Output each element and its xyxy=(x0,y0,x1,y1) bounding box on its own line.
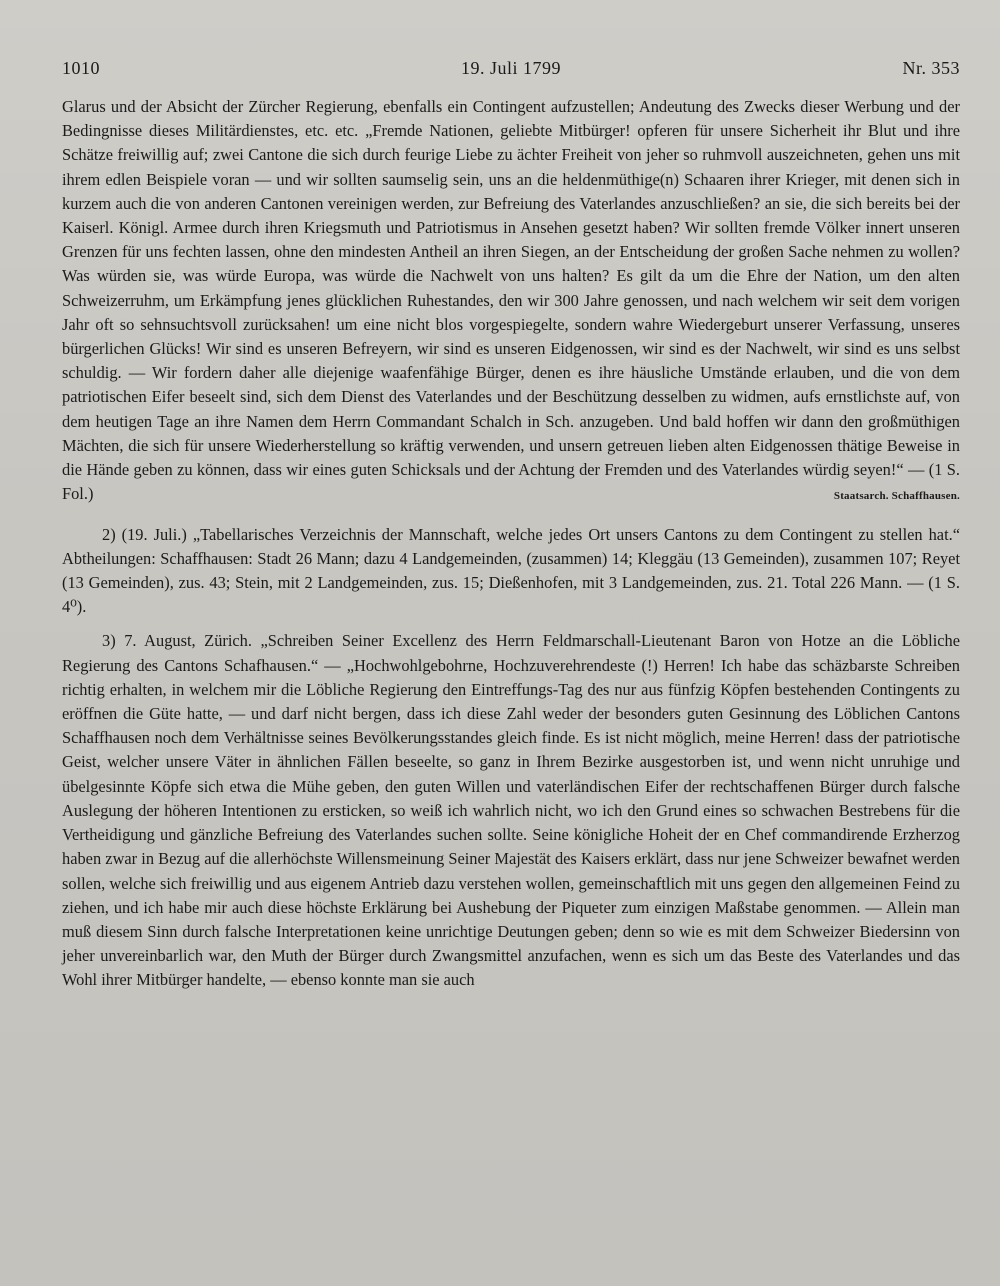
paragraph-1: Glarus und der Absicht der Zürcher Regierung, ebenfalls ein Contingent aufzustellen; Andeutung des Zwecks dieser Werbung und der Bedingnisse dieses Militärdienstes, etc. etc. „Fremde Nationen, geliebte Mitbürger! opferen für unsere Sicherheit ihr Blut und ihre Schätze freiwillig auf; zwei Cantone die sich durch feurige Liebe zu ächter Freiheit von jeher so ruhmvoll auszeichneten, gehen uns mit ihrem edlen Beispiele voran — und wir sollten saumselig sein, uns an die heldenmüthige(n) Schaaren ihrer Krieger, mit denen sich in kurzem auch die von anderen Cantonen vereinigen werden, zur Befreiung des Vaterlandes anzuschließen? an sie, die sich bereits bei der Kaiserl. Königl. Armee durch ihren Kriegsmuth und Patriotismus in Ansehen gesetzt haben? Wir sollten fremde Völker innert unseren Grenzen für uns fechten lassen, ohne den mindesten Antheil an ihren Siegen, an der Entscheidung der großen Sache nehmen zu wollen? Was würden sie, was würde Europa, was würde die Nachwelt von uns halten? Es gilt da um die Ehre der Nation, um den alten Schweizerruhm, um Erkämpfung jenes glücklichen Ruhestandes, den wir 300 Jahre genossen, und nach welchem wir seit dem vorigen Jahr oft so sehnsuchtsvoll zurücksahen! um eine nicht blos vorgespiegelte, sondern wahre Wiedergeburt unserer Verfassung, unseres bürgerlichen Glücks! Wir sind es unseren Befreyern, wir sind es unseren Eidgenossen, wir sind es der Nachwelt, wir sind es uns selbst schuldig. — Wir fordern daher alle diejenige waafenfähige Bürger, denen es ihre häusliche Umstände erlauben, und die von dem patriotischen Eifer beseelt sind, sich dem Dienst des Vaterlandes und der Beschützung desselben zu widmen, aufs ernstlichste auf, von dem heutigen Tage an ihre Namen dem Herrn Commandant Schalch in Sch. anzugeben. Und bald hoffen wir dann den großmüthigen Mächten, die sich für unsere Wiederherstellung so kräftig verwenden, und unsern getreuen lieben alten Eidgenossen thätige Beweise in die Hände geben zu können, dass wir eines guten Schicksals und der Achtung der Fremden und des Vaterlandes würdig seyen!“ — (1 S. Fol.) xyxy=(62,97,960,504)
header-date: 19. Juli 1799 xyxy=(460,58,561,78)
page-number: 1010 xyxy=(62,58,100,78)
document-number: Nr. 353 xyxy=(902,58,960,78)
source-line xyxy=(62,482,960,508)
body-text xyxy=(62,95,960,993)
source-citation: Staatsarch. Schaffhausen. xyxy=(833,490,960,503)
paragraph-3: 3) 7. August, Zürich. „Schreiben Seiner Excellenz des Herrn Feldmarschall-Lieutenant Baron von Hotze an die Löbliche Regierung des Cantons Schafhausen.“ — „Hochwohlgebohrne, Hochzuverehrendeste (!) Herren! Ich habe das schäzbarste Schreiben richtig erhalten, in welchem mir die Löbliche Regierung den Eintreffungs-Tag des nur aus fünfzig Köpfen bestehenden Contingents zu eröffnen die Güte hatte, — und darf nicht bergen, dass ich diese Zahl weder der besonders guten Gesinnung des Löblichen Cantons Schaffhausen noch dem Verhältnisse seines Bevölkerungsstandes gleich finde. Es ist nicht möglich, meine Herren! dass der patriotische Geist, welcher unsere Väter in ähnlichen Fällen beseelte, so ganz in Ihrem Bezirke ausgestorben ist, und wenn nicht unruhige und übelgesinnte Köpfe sich etwa die Mühe geben, den guten Willen und vaterländischen Eifer der rechtschaffenen Bürger durch falsche Auslegung der höheren Intentionen zu ersticken, so weiß ich wahrlich nicht, wo ich den Grund eines so schwachen Bestrebens für die Vertheidigung und gänzliche Befreiung des Vaterlandes suchen sollte. Seine königliche Hoheit der en Chef commandirende Erzherzog haben zwar in Bezug auf die allerhöchste Willensmeinung Seiner Majestät des Kaisers erklärt, dass nur jene Schweizer bewafnet werden sollen, welche sich freiwillig und aus eigenem Antrieb dazu verstehen wollen, gemeinschaftlich mit uns gegen den allgemeinen Feind zu ziehen, und ich habe mir auch diese höchste Erklärung bei Aushebung der Piqueter zum einzigen Maßstabe genommen. — Allein man muß diesem Sinn durch falsche Interpretationen keine unrichtige Deutungen geben; denn so wie es mit dem Schweizer Biedersinn von jeher unvereinbarlich war, den Muth der Bürger durch Zwangsmittel anzufachen, wenn es sich um das Beste des Vaterlandes und das Wohl ihrer Mitbürger handelte, — ebenso konnte man sie auch xyxy=(62,631,960,990)
paragraph-2: 2) (19. Juli.) „Tabellarisches Verzeichnis der Mannschaft, welche jedes Ort unsers Cantons zu dem Contingent zu stellen hat.“ Abtheilungen: Schaffhausen: Stadt 26 Mann; dazu 4 Landgemeinden, (zusammen) 14; Kleggäu (13 Gemeinden), zusammen 107; Reyet (13 Gemeinden), zus. 43; Stein, mit 2 Landgemeinden, zus. 15; Dießenhofen, mit 3 Landgemeinden, zus. 21. Total 226 Mann. — (1 S. 4⁰). xyxy=(62,524,960,617)
